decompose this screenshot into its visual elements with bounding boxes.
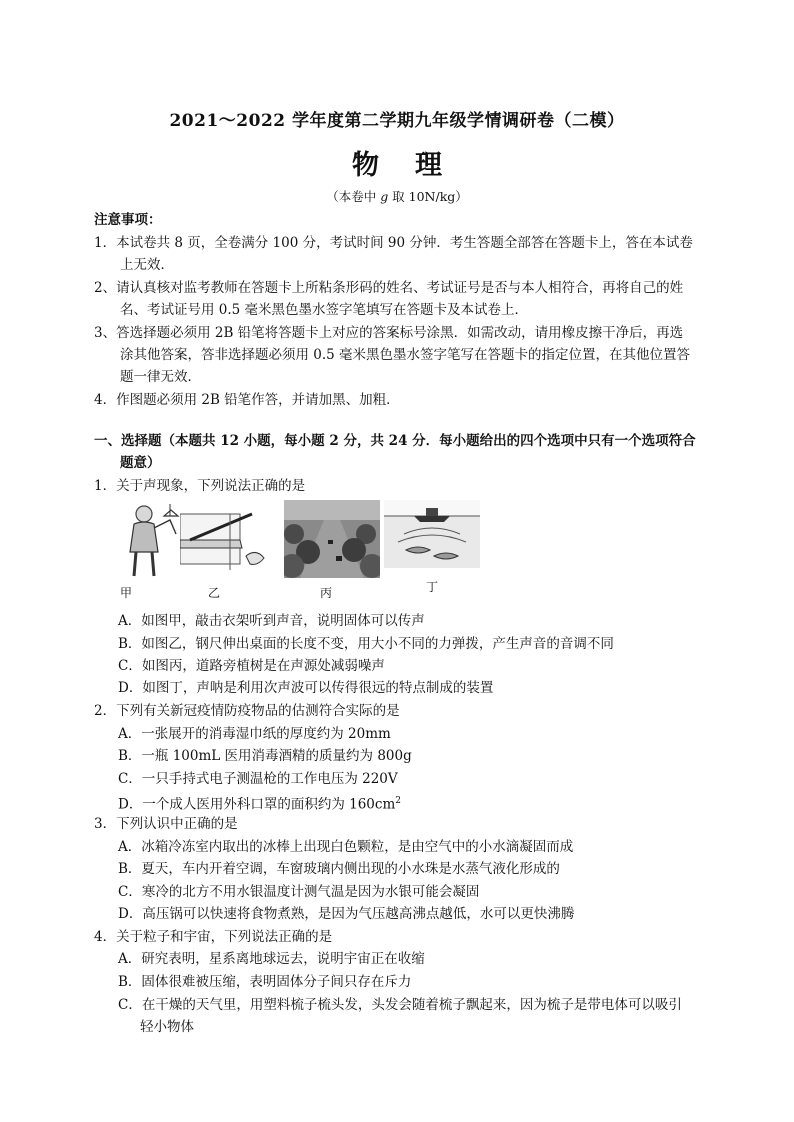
notice-line-3-cont: 涂其他答案，答非选择题必须用 0.5 毫米黑色墨水签字笔写在答题卡的指定位置，在其他位置答 xyxy=(120,347,691,363)
q4-option-c: C．在干燥的天气里，用塑料梳子梳头发，头发会随着梳子飘起来，因为梳子是带电体可以吸引 xyxy=(118,997,682,1013)
q1-option-b: B．如图乙，钢尺伸出桌面的长度不变，用大小不同的力弹拨，产生声音的音调不同 xyxy=(118,636,614,652)
q2-option-d: D．一个成人医用外科口罩的面积约为 160cm xyxy=(118,796,396,813)
q3-stem: 3．下列认识中正确的是 xyxy=(94,816,238,832)
q3-option-d: D．高压锅可以快速将食物煮熟，是因为气压越高沸点越低，水可以更快沸腾 xyxy=(118,906,575,922)
q1-option-d: D．如图丁，声呐是利用次声波可以传得很远的特点制成的装置 xyxy=(118,680,494,696)
exam-title: 2021～2022 学年度第二学期九年级学情调研卷（二模） xyxy=(169,111,625,131)
q3-option-b: B．夏天，车内开着空调，车窗玻璃内侧出现的小水珠是水蒸气液化形成的 xyxy=(118,861,560,877)
notice-line-3-cont2: 题一律无效． xyxy=(120,369,201,385)
q4-option-a: A．研究表明，星系离地球远去，说明宇宙正在收缩 xyxy=(118,951,425,967)
notice-line-1: 1．本试卷共 8 页，全卷满分 100 分，考试时间 90 分钟．考生答题全部答在答题卡上，答在本试卷 xyxy=(94,235,693,251)
section1-heading-cont: 题意） xyxy=(120,455,161,471)
q2-option-a: A．一张展开的消毒湿巾纸的厚度约为 20mm xyxy=(118,726,391,742)
figure-label-ding: 丁 xyxy=(426,580,439,594)
q2-stem: 2．下列有关新冠疫情防疫物品的估测符合实际的是 xyxy=(94,703,400,719)
figure-label-bing: 丙 xyxy=(320,586,333,600)
figure-jia-image xyxy=(120,500,180,578)
figure-ding-image xyxy=(384,500,480,568)
figure-yi-image xyxy=(180,500,266,578)
q4-option-c-cont: 轻小物体 xyxy=(140,1019,194,1035)
q4-option-b: B．固体很难被压缩，表明固体分子间只存在斥力 xyxy=(118,974,412,990)
gravity-note-suffix: 取 10N/kg） xyxy=(388,189,468,204)
section1-heading: 一、选择题（本题共 12 小题，每小题 2 分，共 24 分．每小题给出的四个选项中只有一个选项符合 xyxy=(94,433,696,449)
gravity-note-var: g xyxy=(380,189,389,204)
figure-label-jia: 甲 xyxy=(120,586,133,600)
figure-label-yi: 乙 xyxy=(208,586,221,600)
subject-title: 物理 xyxy=(352,150,478,181)
q1-option-c: C．如图丙，道路旁植树是在声源处减弱噪声 xyxy=(118,658,385,674)
notice-line-3: 3、答选择题必须用 2B 铅笔将答题卡上对应的答案标号涂黑．如需改动，请用橡皮擦干净后，再选 xyxy=(94,325,684,341)
q3-option-c: C．寒冷的北方不用水银温度计测气温是因为水银可能会凝固 xyxy=(118,884,480,900)
notice-line-2: 2、请认真核对监考教师在答题卡上所粘条形码的姓名、考试证号是否与本人相符合，再将自己的姓 xyxy=(94,280,684,296)
q1-stem: 1．关于声现象，下列说法正确的是 xyxy=(94,478,306,494)
notice-heading: 注意事项： xyxy=(94,212,162,228)
q3-option-a: A．冰箱冷冻室内取出的冰棒上出现白色颗粒，是由空气中的小水滴凝固而成 xyxy=(118,839,574,855)
q2-option-d-superscript: 2 xyxy=(395,796,401,806)
q2-option-c: C．一只手持式电子测温枪的工作电压为 220V xyxy=(118,771,398,787)
q2-option-d-wrap xyxy=(118,792,401,814)
gravity-note-prefix: （本卷中 xyxy=(326,189,381,204)
notice-line-1-cont: 上无效． xyxy=(120,257,174,273)
gravity-note xyxy=(0,187,794,205)
notice-line-4: 4．作图题必须用 2B 铅笔作答，并请加黑、加粗． xyxy=(94,392,400,408)
q4-stem: 4．关于粒子和宇宙，下列说法正确的是 xyxy=(94,929,333,945)
figure-bing-image xyxy=(284,500,380,578)
notice-line-2-cont: 名、考试证号用 0.5 毫米黑色墨水签字笔填写在答题卡及本试卷上． xyxy=(120,302,529,318)
q1-figures xyxy=(120,500,500,600)
q2-option-b: B．一瓶 100mL 医用消毒酒精的质量约为 800g xyxy=(118,748,412,764)
q1-option-a: A．如图甲，敲击衣架听到声音，说明固体可以传声 xyxy=(118,613,425,629)
